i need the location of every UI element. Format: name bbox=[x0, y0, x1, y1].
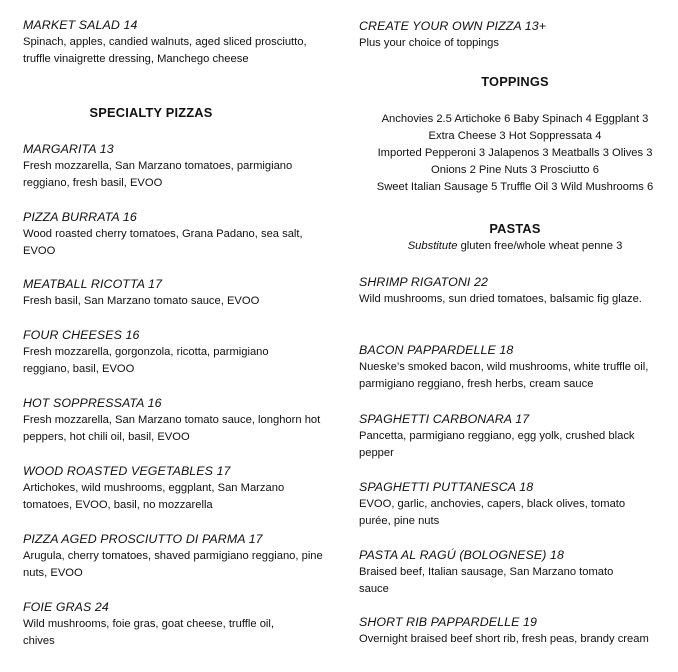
item-description: Fresh mozzarella, San Marzano tomato sauce, longhorn hot peppers, hot chili oil, basil, EVOO bbox=[23, 414, 321, 443]
substitute-text: gluten free/whole wheat penne 3 bbox=[457, 240, 623, 252]
item-title: WOOD ROASTED VEGETABLES 17 bbox=[23, 464, 231, 478]
item-description: Fresh basil, San Marzano tomato sauce, EVOO bbox=[23, 295, 260, 307]
item-title: SHRIMP RIGATONI 22 bbox=[359, 275, 488, 289]
item-description: Wild mushrooms, foie gras, goat cheese, truffle oil, chives bbox=[23, 618, 275, 647]
menu-item-pasta bbox=[359, 614, 671, 648]
item-title: HOT SOPPRESSATA 16 bbox=[23, 396, 162, 410]
item-title: MARGARITA 13 bbox=[23, 142, 114, 156]
menu-item-pizza bbox=[23, 276, 323, 310]
item-title: PIZZA AGED PROSCIUTTO DI PARMA 17 bbox=[23, 532, 263, 546]
toppings-line: Sweet Italian Sausage 5 Truffle Oil 3 Wild Mushrooms 6 bbox=[376, 181, 654, 193]
section-heading-pastas: PASTAS bbox=[489, 221, 541, 236]
toppings-line: Extra Cheese 3 Hot Soppressata 4 bbox=[428, 130, 602, 142]
item-title: BACON PAPPARDELLE 18 bbox=[359, 343, 514, 357]
item-title: PASTA AL RAGÚ (BOLOGNESE) 18 bbox=[359, 548, 565, 562]
item-description: Braised beef, Italian sausage, San Marzano tomato sauce bbox=[359, 566, 614, 595]
toppings-line: Imported Pepperoni 3 Jalapenos 3 Meatballs 3 Olives 3 bbox=[377, 147, 653, 159]
section-heading-specialty-pizzas: SPECIALTY PIZZAS bbox=[89, 105, 213, 120]
item-title: SHORT RIB PAPPARDELLE 19 bbox=[359, 615, 537, 629]
item-description: Plus your choice of toppings bbox=[359, 37, 499, 49]
item-title: SPAGHETTI CARBONARA 17 bbox=[359, 412, 530, 426]
toppings-line: Anchovies 2.5 Artichoke 6 Baby Spinach 4 Eggplant 3 bbox=[381, 113, 649, 125]
menu-item-pizza bbox=[23, 531, 323, 582]
menu-item-pizza bbox=[23, 463, 323, 514]
item-title: PIZZA BURRATA 16 bbox=[23, 210, 137, 224]
menu-item-pasta bbox=[359, 411, 671, 462]
toppings-list bbox=[359, 111, 671, 196]
substitute-label: Substitute bbox=[407, 240, 458, 252]
item-description: Artichokes, wild mushrooms, eggplant, San Marzano tomatoes, EVOO, basil, no mozzarella bbox=[23, 482, 285, 511]
item-description: Nueske’s smoked bacon, wild mushrooms, white truffle oil, parmigiano reggiano, fresh herbs, cream sauce bbox=[359, 361, 649, 390]
item-title: CREATE YOUR OWN PIZZA 13+ bbox=[359, 19, 547, 33]
menu-item-pasta bbox=[359, 479, 671, 530]
menu-item-pizza bbox=[23, 141, 323, 192]
menu-item-pasta bbox=[359, 547, 671, 598]
item-description: Fresh mozzarella, gorgonzola, ricotta, parmigiano reggiano, basil, EVOO bbox=[23, 346, 269, 375]
item-description: Wild mushrooms, sun dried tomatoes, balsamic fig glaze. bbox=[359, 293, 642, 305]
substitute-note bbox=[359, 238, 671, 255]
item-description: Wood roasted cherry tomatoes, Grana Padano, sea salt, EVOO bbox=[23, 228, 303, 257]
menu-item-pizza bbox=[23, 395, 323, 446]
menu-item-create-your-own bbox=[359, 18, 671, 52]
item-description: Fresh mozzarella, San Marzano tomatoes, parmigiano reggiano, fresh basil, EVOO bbox=[23, 160, 293, 189]
toppings-line: Onions 2 Pine Nuts 3 Prosciutto 6 bbox=[431, 164, 599, 176]
item-description: Arugula, cherry tomatoes, shaved parmigiano reggiano, pine nuts, EVOO bbox=[23, 550, 323, 579]
menu-item-pizza bbox=[23, 599, 323, 650]
item-title: FOUR CHEESES 16 bbox=[23, 328, 140, 342]
item-description: Overnight braised beef short rib, fresh peas, brandy cream bbox=[359, 633, 649, 645]
menu-item-pasta bbox=[359, 342, 671, 393]
item-description: Pancetta, parmigiano reggiano, egg yolk, crushed black pepper bbox=[359, 430, 635, 459]
menu-item-market-salad bbox=[23, 17, 323, 68]
menu-item-pizza bbox=[23, 327, 323, 378]
item-title: SPAGHETTI PUTTANESCA 18 bbox=[359, 480, 534, 494]
menu-item-pizza bbox=[23, 209, 323, 260]
item-title: MARKET SALAD 14 bbox=[23, 18, 138, 32]
item-description: EVOO, garlic, anchovies, capers, black olives, tomato purée, pine nuts bbox=[359, 498, 626, 527]
item-title: MEATBALL RICOTTA 17 bbox=[23, 277, 163, 291]
menu-item-pasta bbox=[359, 274, 671, 308]
section-heading-toppings: TOPPINGS bbox=[481, 74, 549, 89]
item-title: FOIE GRAS 24 bbox=[23, 600, 109, 614]
item-description: Spinach, apples, candied walnuts, aged sliced prosciutto, truffle vinaigrette dressing, Manchego cheese bbox=[23, 36, 307, 65]
